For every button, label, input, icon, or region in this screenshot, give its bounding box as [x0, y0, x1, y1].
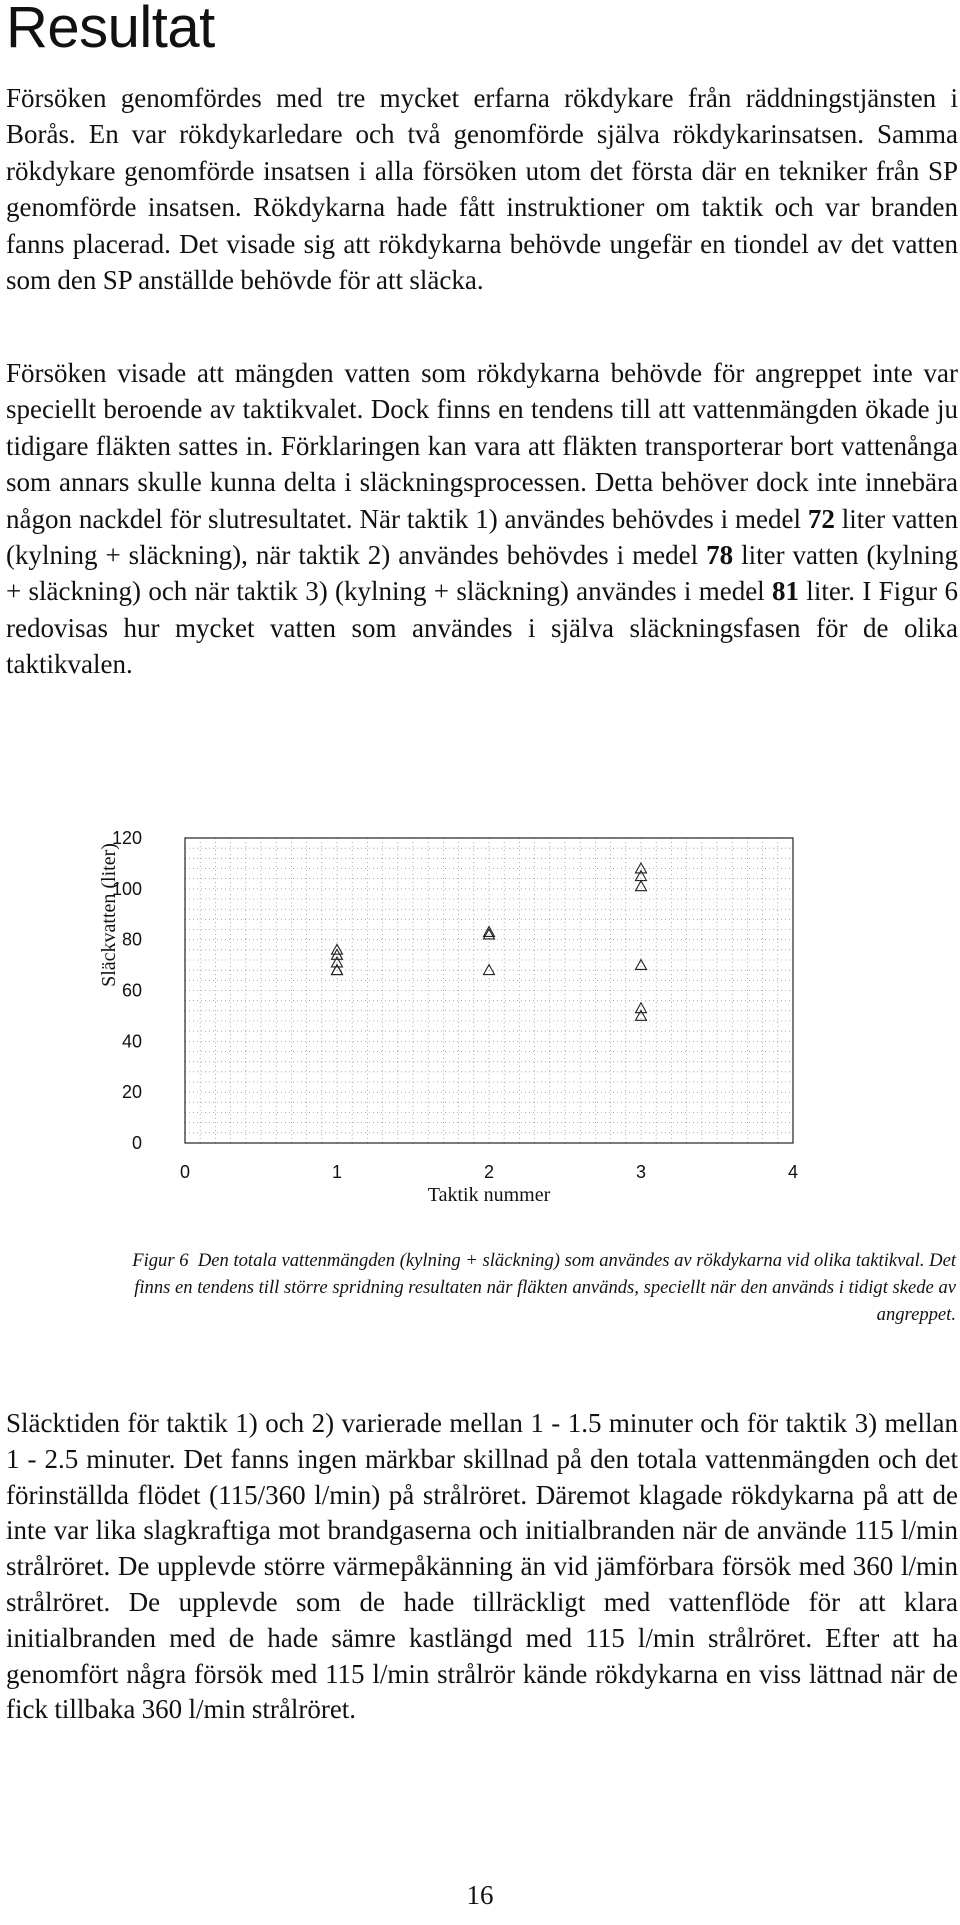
paragraph-results-part4: liter. I Figur 6 redovisas hur mycket vatten som användes i själva släckningsfasen för de olika taktikvalen.	[6, 576, 958, 680]
x-tick-label: 4	[787, 1162, 799, 1182]
paragraph-discussion: Släcktiden för taktik 1) och 2) varierade mellan 1 - 1.5 minuter och för taktik 3) mellan 1 - 2.5 minuter. Det fanns ingen märkbar skillnad på den totala vattenmängden och det förinställda flödet (115/360 l/min) på strålröret. Däremot klagade rökdykarna på att de inte var lika slagkraftiga mot brandgaserna och initialbranden när de använde 115 l/min strålröret. De upplevde större värmepåkänning än vid jämförbara försök med 360 l/min strålröret. De upplevde som de hade tillräckligt med vattenflöde för att klara initialbranden med de hade sämre kastlängd med 115 l/min strålröret. Efter att ha genomfört några försök med 115 l/min strålrör kände rökdykarna en viss lättnad när de fick tillbaka 360 l/min strålröret.	[6, 1408, 958, 1725]
chart-grid	[185, 838, 793, 1143]
y-axis-label: Släckvatten (liter)	[98, 843, 120, 987]
page-number: 16	[466, 1880, 494, 1910]
scatter-chart	[80, 825, 820, 1235]
paragraph-intro: Försöken genomfördes med tre mycket erfarna rökdykare från räddningstjänsten i Borås. En var rökdykarledare och två genomförde själva rökdykarinsatsen. Samma rökdykare genomförde insatsen i alla försöken utom det första där en tekniker från SP genomförde insatsen. Rökdykarna hade fått instruktioner om taktik och var branden fanns placerad. Det visade sig att rökdykarna behövde ungefär en tiondel av det vatten som den SP anställde behövde för att släcka.	[6, 83, 958, 296]
y-tick-label: 20	[121, 1082, 142, 1103]
y-tick-label: 80	[121, 929, 142, 950]
data-point	[636, 960, 647, 970]
y-tick-label: 120	[111, 828, 142, 848]
x-tick-label: 1	[331, 1162, 343, 1182]
paragraph-results	[6, 355, 958, 683]
paragraph-results-part3: liter vatten (kylning + släckning) och när taktik 3) (kylning + släckning) användes i medel	[6, 540, 958, 607]
y-tick-label: 100	[111, 878, 142, 899]
x-axis-label: Taktik nummer	[427, 1184, 551, 1206]
mean-value-taktik-3: 81	[772, 576, 799, 607]
x-tick-label: 2	[483, 1162, 495, 1182]
y-tick-label: 60	[121, 980, 142, 1001]
x-tick-labels	[180, 1162, 798, 1182]
mean-value-taktik-1: 72	[807, 503, 835, 534]
figure-caption	[128, 1247, 956, 1328]
paragraph-results-part1: Försöken visade att mängden vatten som rökdykarna behövde för angreppet inte var speciellt beroende av taktikvalet. Dock finns en tendens till att vattenmängden ökade ju tidigare fläkten sattes in. Förklaringen kan vara att fläkten transporterar bort vattenånga som annars skulle kunna delta i släckningsprocessen. Detta behöver dock inte innebära någon nackdel för slutresultatet. När taktik 1) användes behövdes i medel	[6, 358, 958, 534]
paragraph-results-part2: liter vatten (kylning + släckning), när taktik 2) användes behövdes i medel	[6, 503, 958, 571]
y-tick-label: 0	[131, 1133, 142, 1153]
y-tick-label: 40	[121, 1031, 142, 1052]
x-tick-label: 3	[635, 1162, 647, 1182]
x-tick-label: 0	[179, 1162, 191, 1182]
figure-caption-text: Den totala vattenmängden (kylning + släckning) som användes av rökdykarna vid olika taktikval. Det finns en tendens till större spridning resultaten när fläkten används, speciellt när den används i tidigt skede av angreppet.	[134, 1250, 956, 1325]
mean-value-taktik-2: 78	[706, 540, 734, 571]
figure-label: Figur 6	[132, 1250, 189, 1271]
section-heading: Resultat	[6, 0, 215, 60]
